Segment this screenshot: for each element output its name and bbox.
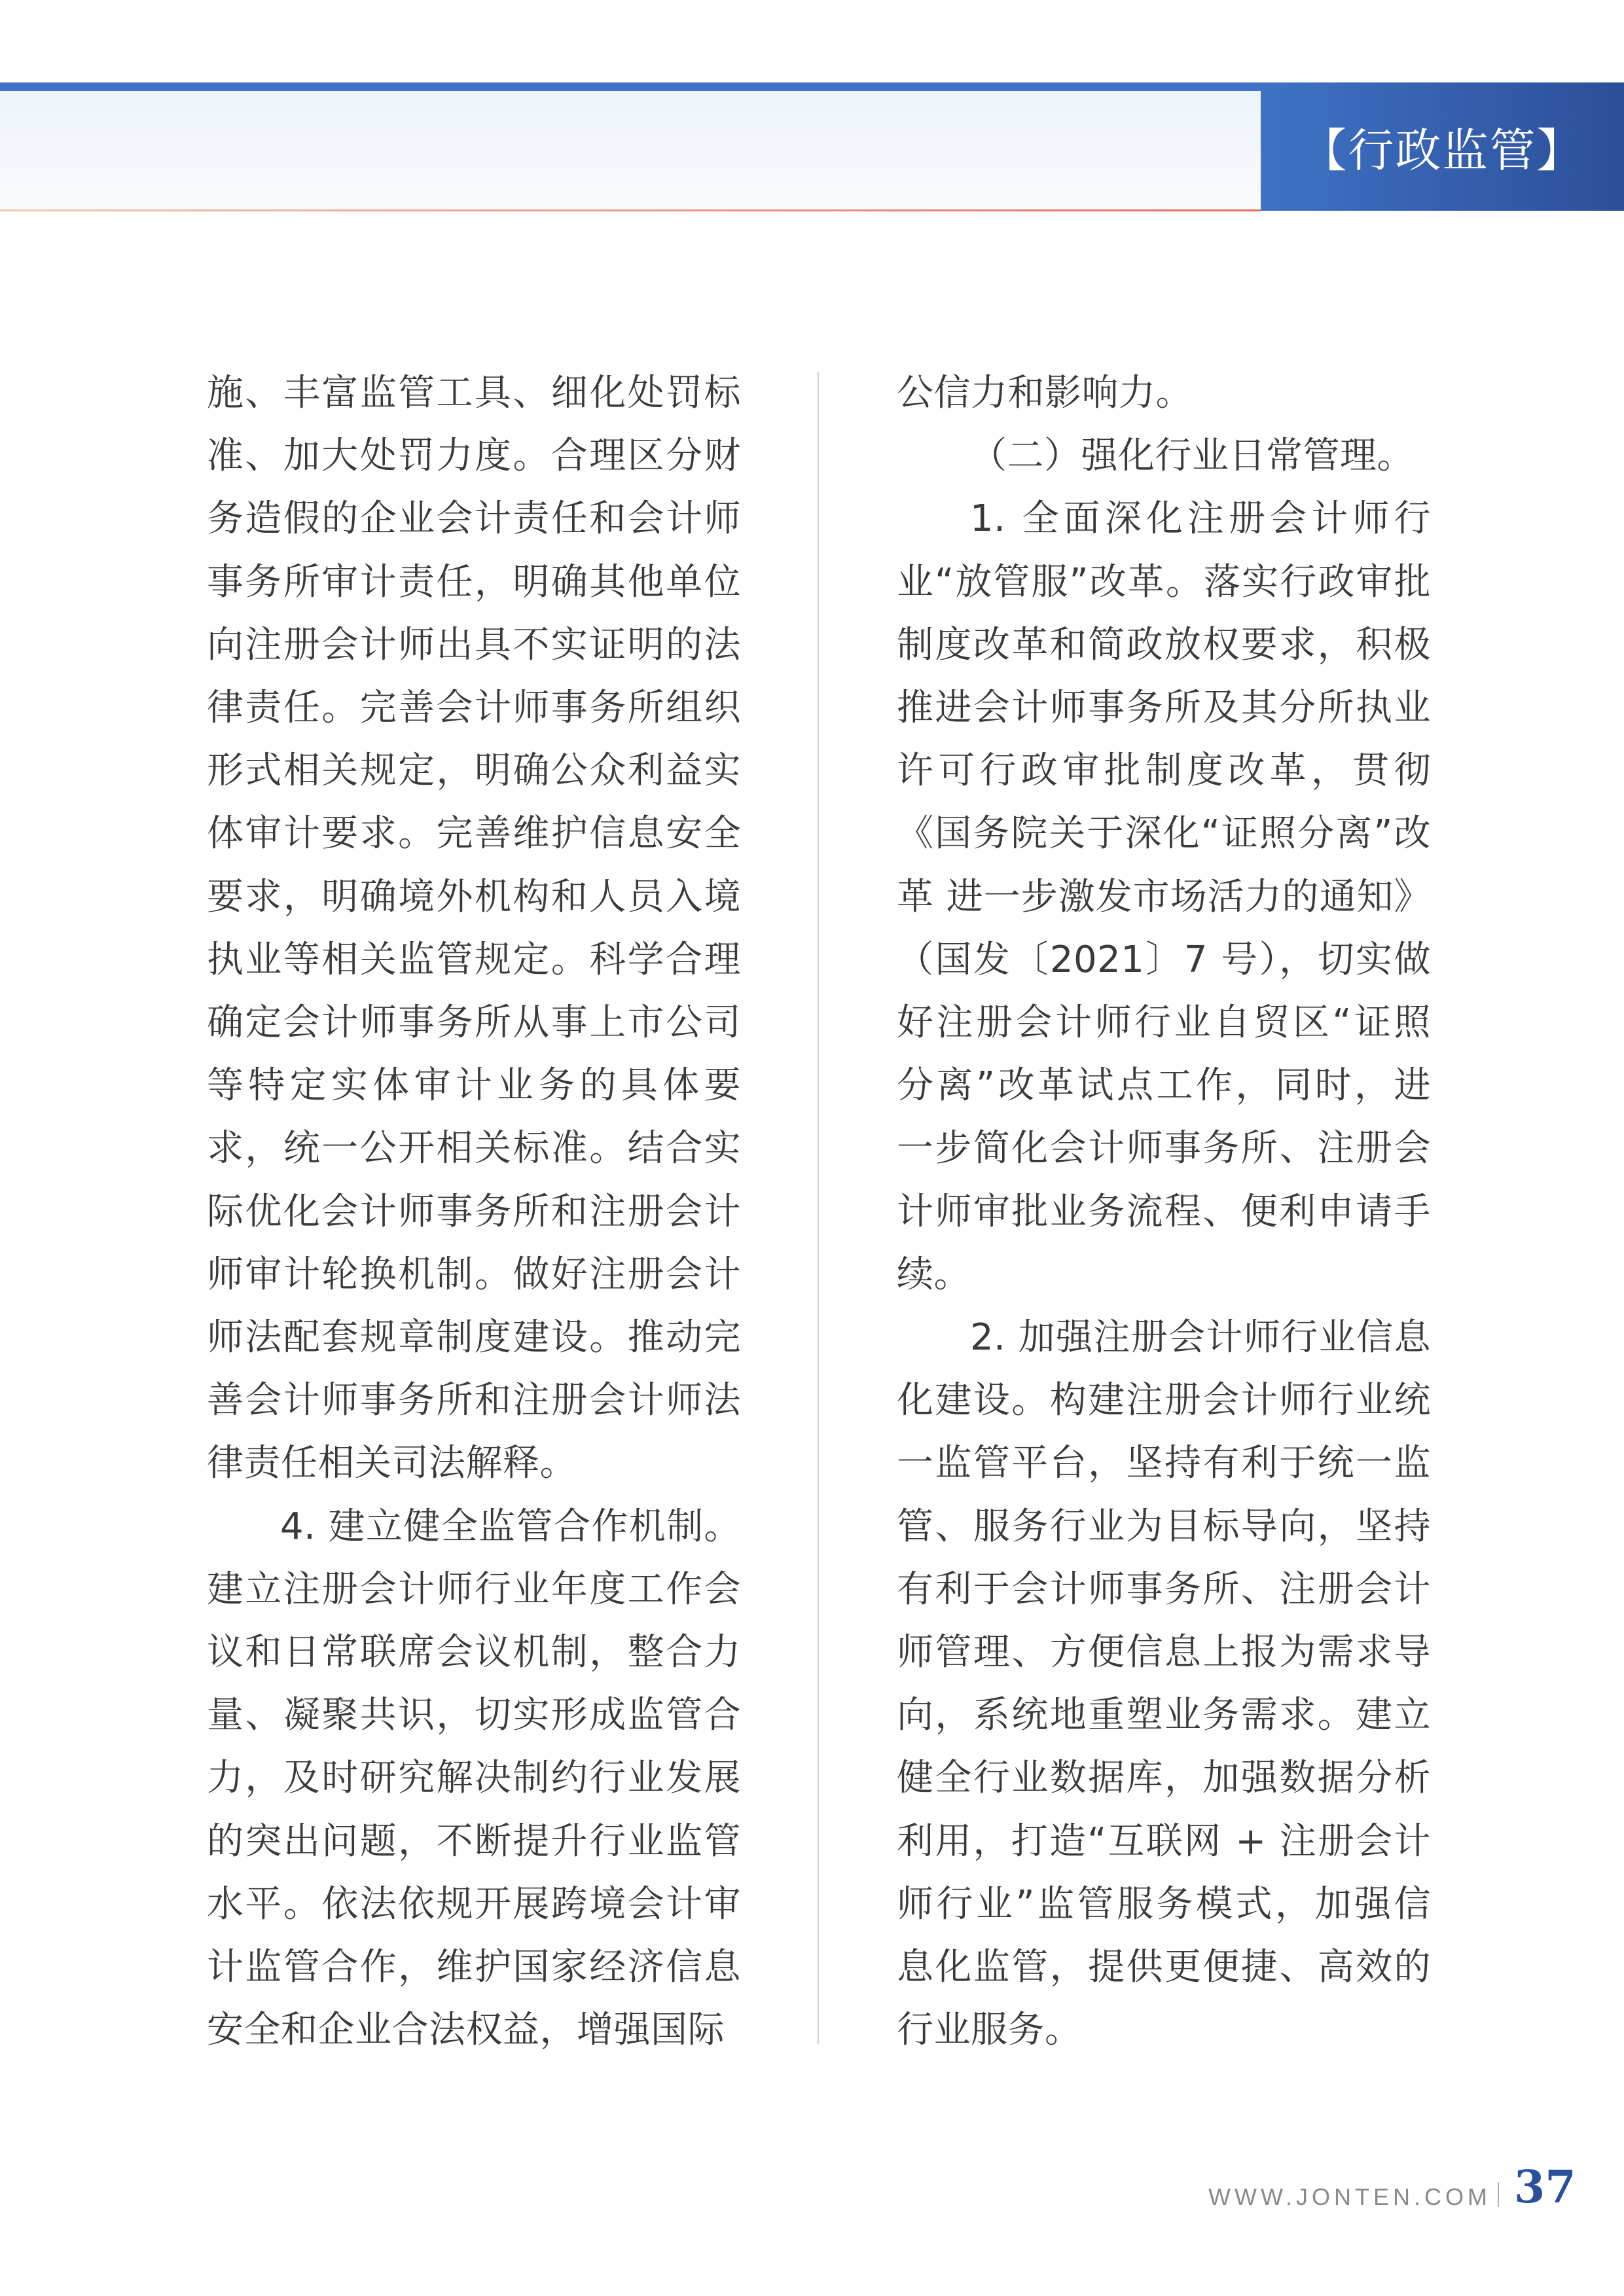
paragraph: 公信力和影响力。 [897, 372, 1193, 414]
footer-separator [1498, 2182, 1499, 2207]
right-column [897, 362, 1431, 2062]
paragraph: 2. 加强注册会计师行业信息化建设。构建注册会计师行业统一监管平台，坚持有利于统一监管、服务行业为目标导向，坚持有利于会计师事务所、注册会计师管理、方便信息上报为需求导向，系统地重塑业务需求。建立健全行业数据库，加强数据分析利用，打造“互联网 + 注册会计师行业”监管服务模式，加强信息化监管，提供更便捷、高效的行业服务。 [897, 1316, 1431, 2052]
left-column [207, 362, 741, 2062]
footer-website: WWW.JONTEN.COM [1208, 2183, 1491, 2210]
paragraph: 1. 全面深化注册会计师行业“放管服”改革。落实行政审批制度改革和简政放权要求，积极推进会计师事务所及其分所执业许可行政审批制度改革，贯彻《国务院关于深化“证照分离”改革 进一步激发市场活力的通知》（国发〔2021〕7 号），切实做好注册会计师行业自贸区“证照分离”改革试点工作，同时，进一步简化会计师事务所、注册会计师审批业务流程、便利申请手续。 [897, 497, 1431, 1296]
section-tag-label: 【行政监管】 [1301, 123, 1584, 177]
paragraph: 4. 建立健全监管合作机制。建立注册会计师行业年度工作会议和日常联席会议机制，整合力量、凝聚共识，切实形成监管合力，及时研究解决制约行业发展的突出问题，不断提升行业监管水平。依法依规开展跨境会计审计监管合作，维护国家经济信息安全和企业合法权益，增强国际 [207, 1505, 741, 2052]
section-tag [1261, 82, 1624, 211]
header-underline [0, 209, 1261, 211]
column-divider [818, 372, 819, 2044]
paragraph: 施、丰富监管工具、细化处罚标准、加大处罚力度。合理区分财务造假的企业会计责任和会计师事务所审计责任，明确其他单位向注册会计师出具不实证明的法律责任。完善会计师事务所组织形式相关规定，明确公众利益实体审计要求。完善维护信息安全要求，明确境外机构和人员入境执业等相关监管规定。科学合理确定会计师事务所从事上市公司等特定实体审计业务的具体要求，统一公开相关标准。结合实际优化会计师事务所和注册会计师审计轮换机制。做好注册会计师法配套规章制度建设。推动完善会计师事务所和注册会计师法律责任相关司法解释。 [207, 372, 741, 1485]
header-band [0, 91, 1261, 211]
paragraph: （二）强化行业日常管理。 [970, 435, 1414, 478]
page-number: 37 [1514, 2161, 1576, 2214]
header-top-rule [0, 82, 1261, 91]
